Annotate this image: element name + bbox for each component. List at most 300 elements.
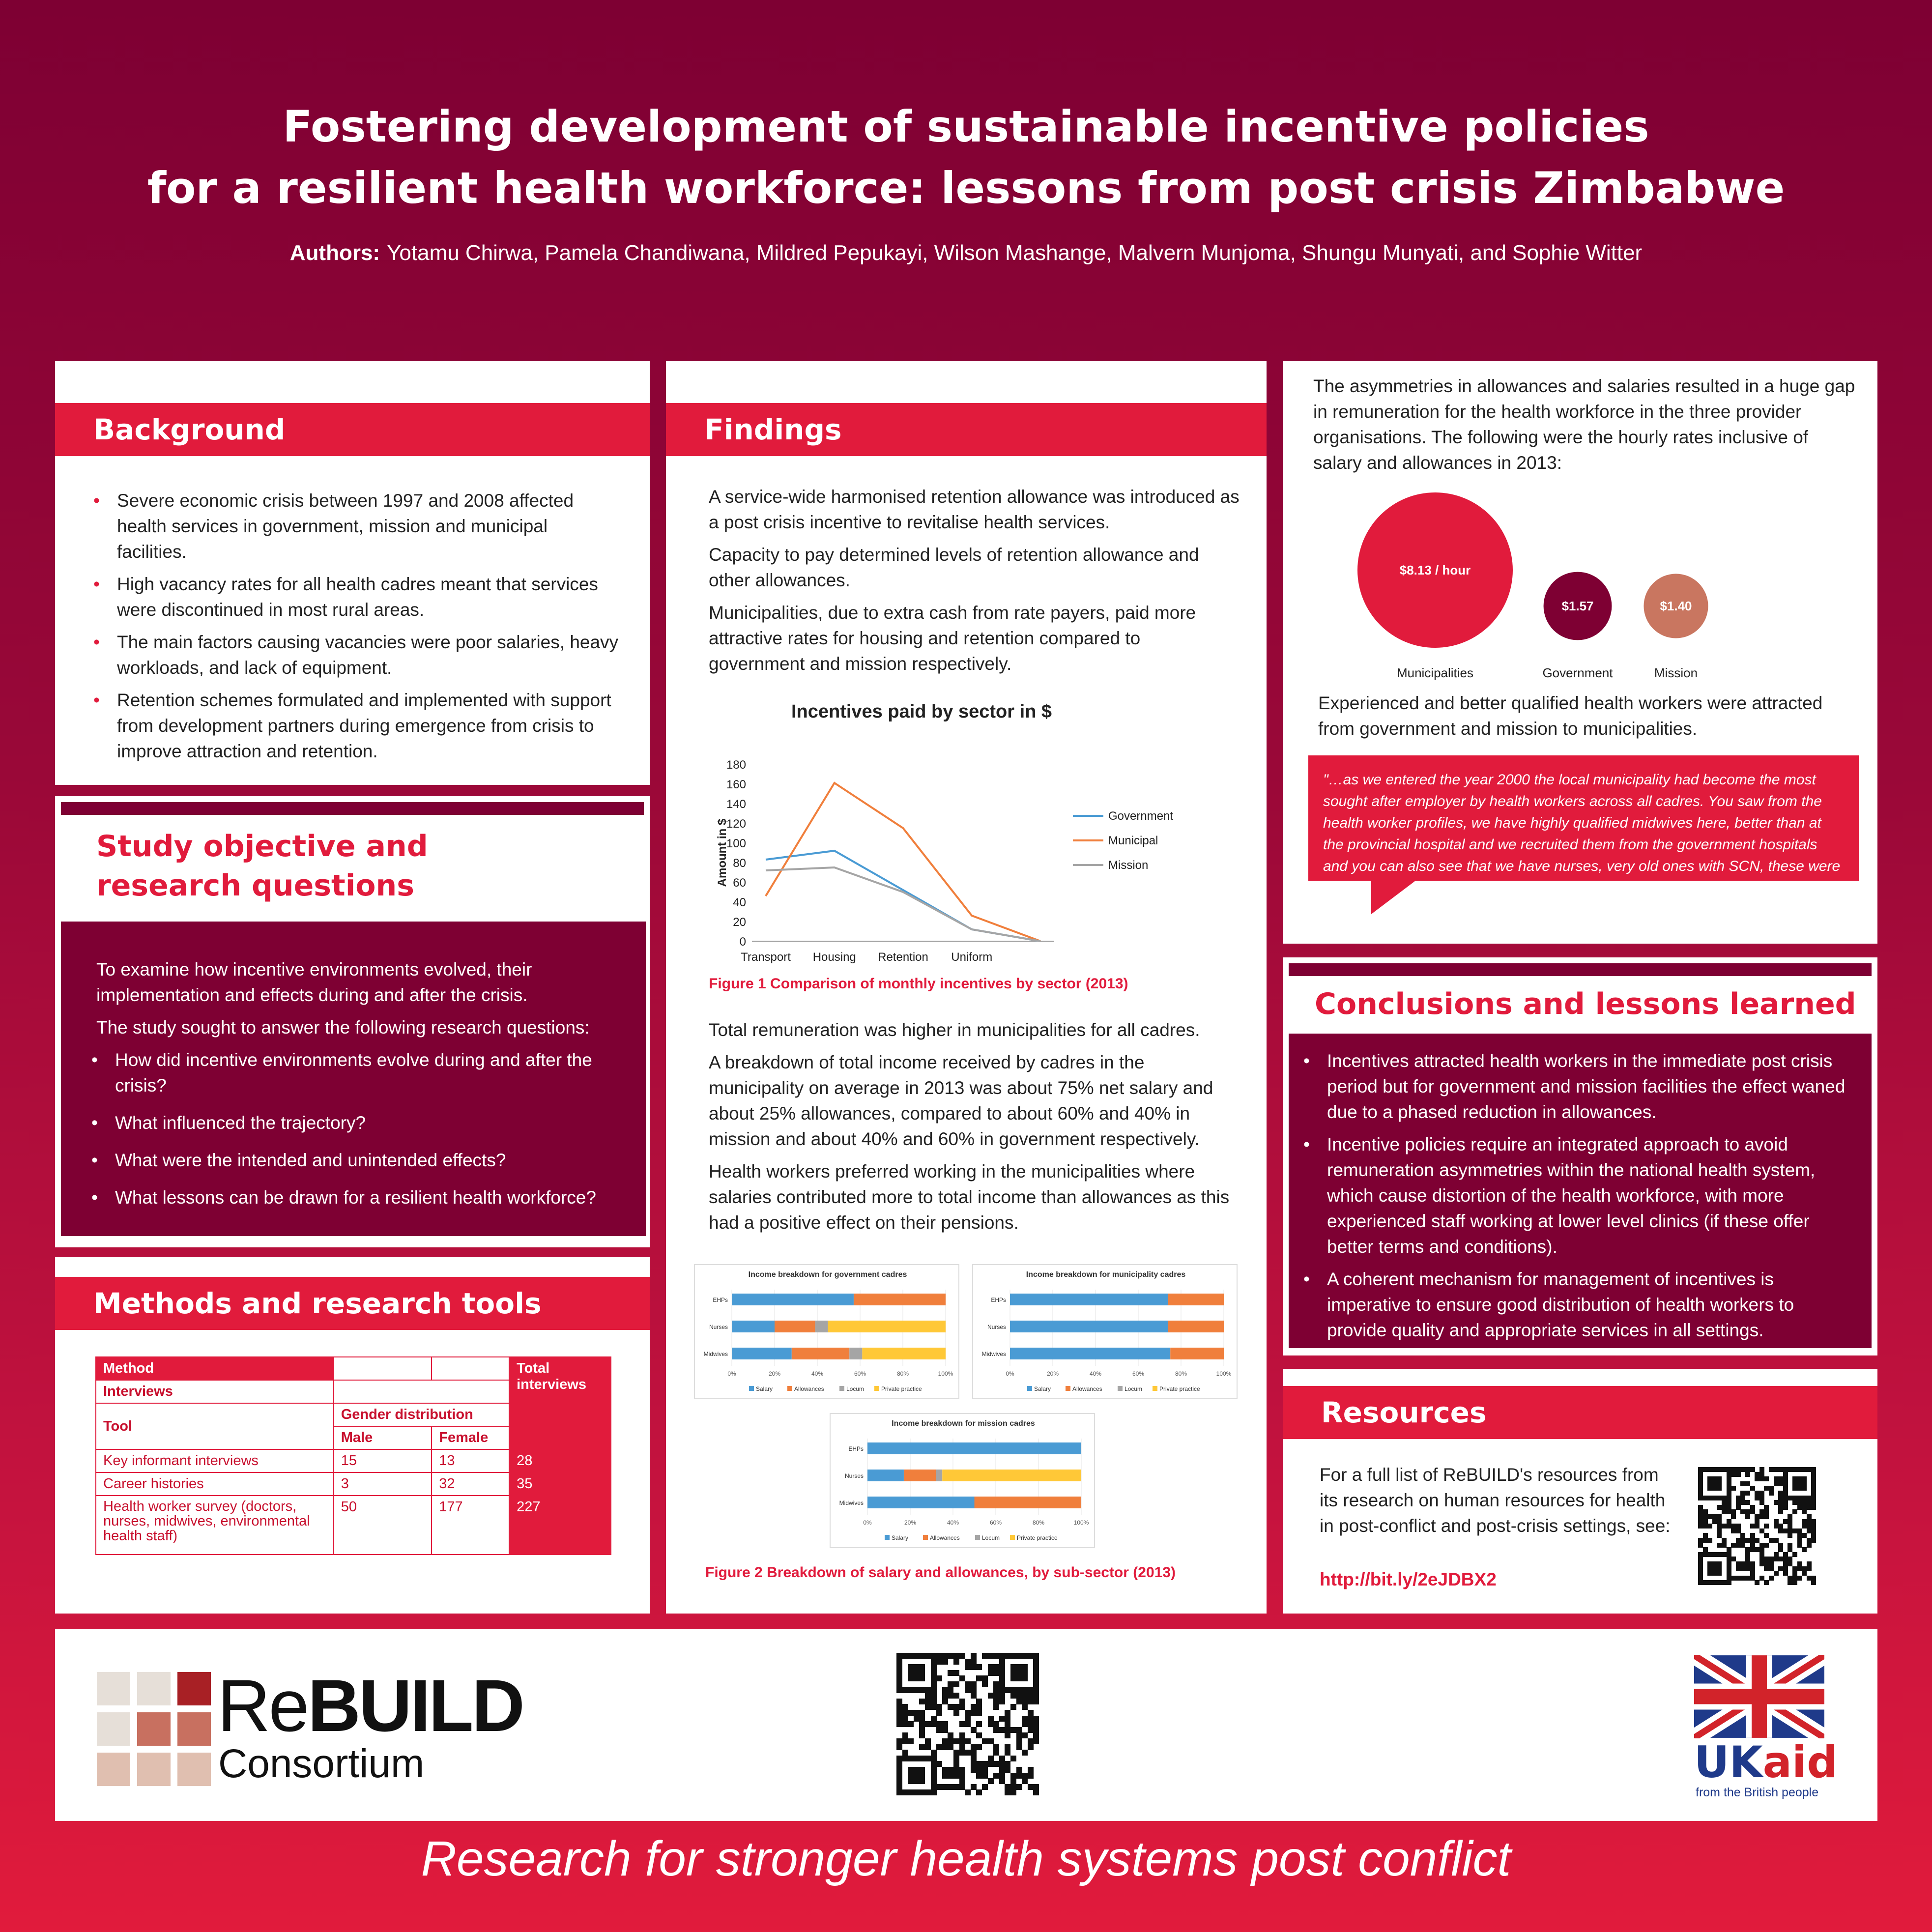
qr-module — [1811, 1496, 1816, 1500]
qr-module — [1807, 1543, 1812, 1548]
qr-module — [953, 1681, 959, 1687]
qr-module — [931, 1773, 937, 1779]
rate-label: Mission — [1654, 665, 1698, 680]
qr-module — [1769, 1566, 1774, 1571]
qr-module — [1727, 1505, 1731, 1510]
qr-module — [925, 1756, 931, 1761]
table-cell — [509, 1403, 611, 1449]
union-flag-icon — [1694, 1655, 1824, 1738]
qr-module — [1722, 1509, 1727, 1514]
qr-module — [988, 1756, 994, 1761]
table-cell: Gender distribution — [334, 1403, 509, 1426]
qr-module — [1792, 1486, 1797, 1491]
qr-module — [1792, 1571, 1797, 1576]
qr-module — [936, 1727, 942, 1733]
qr-module — [959, 1653, 965, 1659]
qr-module — [1750, 1533, 1755, 1538]
qr-module — [1745, 1552, 1750, 1557]
qr-module — [931, 1778, 937, 1784]
qr-module — [1788, 1561, 1792, 1566]
qr-module — [1755, 1514, 1759, 1519]
qr-module — [908, 1710, 914, 1716]
qr-module — [993, 1750, 999, 1756]
qr-module — [1792, 1509, 1797, 1514]
qr-module — [1727, 1571, 1731, 1576]
x-tick-label: 80% — [1175, 1370, 1187, 1377]
qr-module — [1717, 1528, 1722, 1533]
qr-module — [988, 1716, 994, 1722]
qr-module — [1783, 1571, 1788, 1576]
qr-module — [976, 1744, 982, 1750]
qr-module — [1797, 1533, 1802, 1538]
qr-module — [1802, 1500, 1807, 1505]
qr-module — [1016, 1670, 1022, 1676]
methods-heading: Methods and research tools — [55, 1277, 650, 1330]
qr-module — [896, 1716, 902, 1722]
qr-module — [971, 1710, 977, 1716]
qr-module — [919, 1710, 925, 1716]
qr-module — [1727, 1509, 1731, 1514]
qr-module — [1797, 1543, 1802, 1548]
background-list — [88, 488, 619, 771]
qr-module — [1745, 1547, 1750, 1552]
resources-panel — [1283, 1369, 1877, 1614]
remuneration-panel — [1283, 361, 1877, 944]
qr-module — [976, 1699, 982, 1704]
quote-pointer — [1371, 881, 1415, 914]
qr-module — [925, 1653, 931, 1659]
qr-module — [1028, 1773, 1034, 1779]
qr-module — [1797, 1576, 1802, 1581]
qr-module — [1797, 1467, 1802, 1472]
qr-module — [1811, 1476, 1816, 1481]
qr-module — [896, 1681, 902, 1687]
qr-module — [1698, 1505, 1703, 1510]
qr-module — [1778, 1528, 1783, 1533]
qr-module — [908, 1773, 914, 1779]
qr-module — [1811, 1538, 1816, 1543]
qr-module — [948, 1670, 953, 1676]
qr-module — [1769, 1561, 1774, 1566]
bar-chart-title: Income breakdown for mission cadres — [892, 1419, 1035, 1428]
study-intro: The study sought to answer the following research questions: — [96, 1017, 590, 1038]
qr-module — [976, 1721, 982, 1727]
table-cell: 35 — [509, 1472, 611, 1496]
qr-module — [1698, 1576, 1703, 1581]
qr-module — [908, 1675, 914, 1681]
qr-module — [982, 1681, 988, 1687]
qr-module — [1033, 1675, 1039, 1681]
figure2-caption: Figure 2 Breakdown of salary and allowances, by sub-sector (2013) — [705, 1564, 1176, 1581]
qr-module — [959, 1738, 965, 1744]
qr-module — [1712, 1552, 1717, 1557]
qr-module — [1764, 1476, 1769, 1481]
legend-swatch — [839, 1386, 844, 1391]
qr-module — [953, 1653, 959, 1659]
qr-module — [971, 1693, 977, 1699]
qr-module — [1769, 1467, 1774, 1472]
table-row — [96, 1472, 611, 1496]
qr-module — [1783, 1505, 1788, 1510]
qr-module — [1005, 1727, 1010, 1733]
category-label: Nurses — [844, 1472, 864, 1479]
qr-module — [1750, 1547, 1755, 1552]
qr-module — [1759, 1509, 1764, 1514]
legend-swatch — [1118, 1386, 1123, 1391]
qr-module — [1802, 1524, 1807, 1528]
qr-module — [1028, 1727, 1034, 1733]
qr-module — [999, 1756, 1005, 1761]
qr-module — [1717, 1543, 1722, 1548]
qr-module — [1698, 1580, 1703, 1585]
x-tick-label: 0% — [863, 1519, 872, 1526]
qr-module — [931, 1756, 937, 1761]
qr-module — [896, 1767, 902, 1773]
qr-module — [1033, 1784, 1039, 1790]
qr-module — [1028, 1653, 1034, 1659]
qr-module — [1788, 1576, 1792, 1581]
table-row — [96, 1357, 611, 1380]
qr-module — [993, 1727, 999, 1733]
qr-module — [908, 1687, 914, 1693]
bar-segment-allowances — [975, 1497, 1082, 1508]
qr-module — [942, 1687, 948, 1693]
qr-module — [931, 1699, 937, 1704]
qr-module — [1802, 1476, 1807, 1481]
qr-module — [908, 1738, 914, 1744]
bar-segment-allowances — [775, 1321, 815, 1332]
qr-module — [1698, 1557, 1703, 1561]
bar-segment-locum — [849, 1348, 862, 1359]
qr-module — [959, 1784, 965, 1790]
qr-module — [1783, 1486, 1788, 1491]
qr-module — [999, 1675, 1005, 1681]
bar-segment-salary — [867, 1497, 975, 1508]
qr-module — [902, 1732, 908, 1738]
qr-module — [1802, 1533, 1807, 1538]
qr-module — [948, 1704, 953, 1710]
qr-module — [1712, 1571, 1717, 1576]
qr-module — [1016, 1732, 1022, 1738]
qr-module — [1033, 1670, 1039, 1676]
qr-module — [919, 1778, 925, 1784]
qr-module — [1722, 1543, 1727, 1548]
qr-module — [1028, 1721, 1034, 1727]
bar-chart-title: Income breakdown for government cadres — [748, 1270, 907, 1279]
qr-module — [896, 1761, 902, 1767]
qr-module — [1740, 1509, 1745, 1514]
qr-module — [1736, 1467, 1741, 1472]
qr-module — [1016, 1699, 1022, 1704]
qr-module — [925, 1687, 931, 1693]
rate-value: $8.13 / hour — [1399, 563, 1471, 577]
conclusion-item: • A coherent mechanism for management of incentives is imperative to ensure good distribution of health workers to provide quality and appropriate services in all settings. — [1298, 1267, 1852, 1343]
qr-module — [1033, 1664, 1039, 1670]
background-heading: Background — [55, 403, 650, 456]
background-item: • Retention schemes formulated and implemented with support from development partners during emergence from crisis to improve attraction and retention. — [88, 688, 619, 764]
qr-module — [1811, 1533, 1816, 1538]
qr-module — [971, 1784, 977, 1790]
table-cell: 177 — [432, 1496, 509, 1555]
qr-module — [925, 1744, 931, 1750]
qr-module — [1764, 1580, 1769, 1585]
qr-module — [1033, 1727, 1039, 1733]
qr-module — [1774, 1481, 1779, 1486]
qr-module — [1016, 1767, 1022, 1773]
qr-module — [925, 1738, 931, 1744]
resources-qr-code[interactable] — [1698, 1467, 1816, 1585]
qr-module — [976, 1675, 982, 1681]
category-label: Nurses — [987, 1324, 1006, 1330]
qr-module — [919, 1664, 925, 1670]
qr-module — [1783, 1557, 1788, 1561]
qr-module — [1712, 1514, 1717, 1519]
qr-module — [1802, 1496, 1807, 1500]
qr-module — [936, 1704, 942, 1710]
qr-module — [1698, 1561, 1703, 1566]
x-tick-label: 100% — [1073, 1519, 1089, 1526]
qr-module — [1740, 1533, 1745, 1538]
qr-module — [908, 1664, 914, 1670]
qr-module — [1033, 1716, 1039, 1722]
qr-module — [1802, 1519, 1807, 1524]
qr-module — [1769, 1491, 1774, 1496]
qr-module — [1022, 1778, 1028, 1784]
qr-module — [1736, 1496, 1741, 1500]
qr-module — [1792, 1467, 1797, 1472]
qr-module — [931, 1670, 937, 1676]
qr-module — [1745, 1467, 1750, 1472]
qr-module — [1797, 1528, 1802, 1533]
qr-module — [1703, 1538, 1708, 1543]
qr-module — [965, 1681, 971, 1687]
qr-module — [1797, 1561, 1802, 1566]
qr-module — [948, 1653, 953, 1659]
x-tick-label: 100% — [1216, 1370, 1232, 1377]
qr-module — [919, 1727, 925, 1733]
qr-module — [1740, 1467, 1745, 1472]
qr-module — [902, 1738, 908, 1744]
qr-module — [914, 1773, 920, 1779]
qr-module — [1703, 1519, 1708, 1524]
y-tick-label: 0 — [739, 935, 746, 949]
qr-module — [1022, 1699, 1028, 1704]
bar-segment-salary — [1010, 1321, 1168, 1332]
poster-qr-code[interactable] — [896, 1653, 1039, 1795]
qr-module — [1010, 1789, 1016, 1795]
qr-module — [902, 1687, 908, 1693]
qr-module — [919, 1789, 925, 1795]
qr-module — [925, 1721, 931, 1727]
y-tick-label: 120 — [726, 817, 746, 831]
legend-label: Locum — [1125, 1385, 1143, 1392]
qr-module — [976, 1789, 982, 1795]
qr-module — [1764, 1509, 1769, 1514]
qr-module — [1778, 1505, 1783, 1510]
category-label: EHPs — [713, 1297, 728, 1303]
qr-module — [1005, 1716, 1010, 1722]
study-question: • How did incentive environments evolve during and after the crisis? — [87, 1047, 622, 1098]
qr-module — [1717, 1481, 1722, 1486]
qr-module — [908, 1767, 914, 1773]
qr-module — [1717, 1552, 1722, 1557]
logo-bar — [55, 1629, 1877, 1821]
qr-module — [1797, 1566, 1802, 1571]
qr-module — [1698, 1543, 1703, 1548]
qr-module — [1783, 1491, 1788, 1496]
qr-module — [1797, 1496, 1802, 1500]
qr-module — [1759, 1496, 1764, 1500]
qr-module — [1764, 1557, 1769, 1561]
qr-module — [1005, 1761, 1010, 1767]
ukaid-uk: UK — [1694, 1737, 1763, 1788]
qr-module — [1033, 1681, 1039, 1687]
qr-module — [1703, 1509, 1708, 1514]
qr-module — [988, 1670, 994, 1676]
qr-module — [999, 1699, 1005, 1704]
qr-module — [1755, 1524, 1759, 1528]
qr-module — [1005, 1721, 1010, 1727]
qr-module — [1022, 1664, 1028, 1670]
bar-segment-salary — [867, 1470, 904, 1481]
qr-module — [1731, 1576, 1736, 1581]
qr-module — [1788, 1580, 1792, 1585]
qr-module — [953, 1704, 959, 1710]
qr-module — [1722, 1524, 1727, 1528]
y-tick-label: 140 — [726, 798, 746, 811]
qr-module — [1811, 1472, 1816, 1477]
qr-module — [936, 1653, 942, 1659]
qr-module — [1028, 1744, 1034, 1750]
title-line-2: for a resilient health workforce: lessons from post crisis Zimbabwe — [147, 163, 1785, 213]
findings-heading: Findings — [666, 403, 1267, 456]
ukaid-wordmark — [1694, 1737, 1838, 1788]
qr-module — [1736, 1505, 1741, 1510]
legend-swatch — [749, 1386, 754, 1391]
qr-module — [1755, 1580, 1759, 1585]
qr-module — [959, 1675, 965, 1681]
qr-module — [1707, 1538, 1712, 1543]
qr-module — [931, 1784, 937, 1790]
qr-module — [1727, 1467, 1731, 1472]
qr-module — [999, 1773, 1005, 1779]
qr-module — [1033, 1699, 1039, 1704]
qr-module — [1774, 1467, 1779, 1472]
y-axis-label: Amount in $ — [716, 818, 729, 887]
qr-module — [931, 1767, 937, 1773]
qr-module — [1722, 1538, 1727, 1543]
qr-module — [993, 1670, 999, 1676]
qr-module — [1778, 1524, 1783, 1528]
table-cell: Key informant interviews — [96, 1449, 334, 1472]
qr-module — [1736, 1561, 1741, 1566]
qr-module — [1802, 1509, 1807, 1514]
bar-segment-salary — [732, 1294, 854, 1305]
bar-segment-allowances — [1170, 1348, 1224, 1359]
qr-module — [1016, 1664, 1022, 1670]
qr-module — [919, 1699, 925, 1704]
qr-module — [908, 1670, 914, 1676]
qr-module — [1755, 1496, 1759, 1500]
qr-module — [942, 1693, 948, 1699]
qr-module — [1750, 1486, 1755, 1491]
category-label: Midwives — [981, 1351, 1006, 1357]
bar-segment-private-practice — [828, 1321, 946, 1332]
x-tick-label: 20% — [1046, 1370, 1059, 1377]
qr-module — [931, 1704, 937, 1710]
qr-module — [902, 1704, 908, 1710]
qr-module — [1759, 1547, 1764, 1552]
authors-line — [0, 241, 1932, 265]
qr-module — [953, 1750, 959, 1756]
qr-module — [908, 1756, 914, 1761]
qr-module — [1774, 1571, 1779, 1576]
qr-module — [1807, 1561, 1812, 1566]
qr-module — [993, 1693, 999, 1699]
qr-module — [1759, 1500, 1764, 1505]
qr-module — [959, 1721, 965, 1727]
qr-module — [1740, 1576, 1745, 1581]
qr-module — [1722, 1496, 1727, 1500]
qr-module — [988, 1653, 994, 1659]
qr-module — [1807, 1505, 1812, 1510]
qr-module — [1698, 1509, 1703, 1514]
qr-module — [971, 1664, 977, 1670]
qr-module — [1769, 1557, 1774, 1561]
qr-module — [1016, 1653, 1022, 1659]
quote-source: KII 002 Municipal Health department Manager). — [1499, 880, 1826, 896]
rate-value: $1.57 — [1561, 599, 1594, 613]
qr-module — [902, 1653, 908, 1659]
qr-module — [1736, 1472, 1741, 1477]
qr-module — [1811, 1486, 1816, 1491]
qr-module — [976, 1761, 982, 1767]
qr-module — [931, 1681, 937, 1687]
qr-module — [1778, 1557, 1783, 1561]
qr-module — [1811, 1576, 1816, 1581]
qr-module — [896, 1744, 902, 1750]
qr-module — [993, 1687, 999, 1693]
qr-module — [1016, 1687, 1022, 1693]
qr-module — [1722, 1500, 1727, 1505]
qr-module — [1736, 1543, 1741, 1548]
qr-module — [1717, 1514, 1722, 1519]
resources-link[interactable]: http://bit.ly/2eJDBX2 — [1320, 1569, 1497, 1589]
qr-module — [914, 1756, 920, 1761]
x-tick-label: 60% — [1132, 1370, 1145, 1377]
qr-module — [948, 1738, 953, 1744]
qr-module — [999, 1653, 1005, 1659]
qr-module — [971, 1687, 977, 1693]
qr-module — [1712, 1496, 1717, 1500]
legend-label: Government — [1108, 809, 1174, 823]
qr-module — [914, 1767, 920, 1773]
qr-module — [1745, 1576, 1750, 1581]
qr-module — [1028, 1716, 1034, 1722]
footer-tagline: Research for stronger health systems post conflict — [421, 1831, 1511, 1886]
table-cell: 227 — [509, 1496, 611, 1555]
qr-module — [1016, 1773, 1022, 1779]
qr-module — [1783, 1496, 1788, 1500]
qr-module — [1807, 1496, 1812, 1500]
qr-module — [1783, 1566, 1788, 1571]
qr-module — [953, 1693, 959, 1699]
qr-module — [1774, 1557, 1779, 1561]
qr-module — [1722, 1467, 1727, 1472]
qr-module — [1707, 1476, 1712, 1481]
table-cell: 32 — [432, 1472, 509, 1496]
qr-module — [942, 1784, 948, 1790]
